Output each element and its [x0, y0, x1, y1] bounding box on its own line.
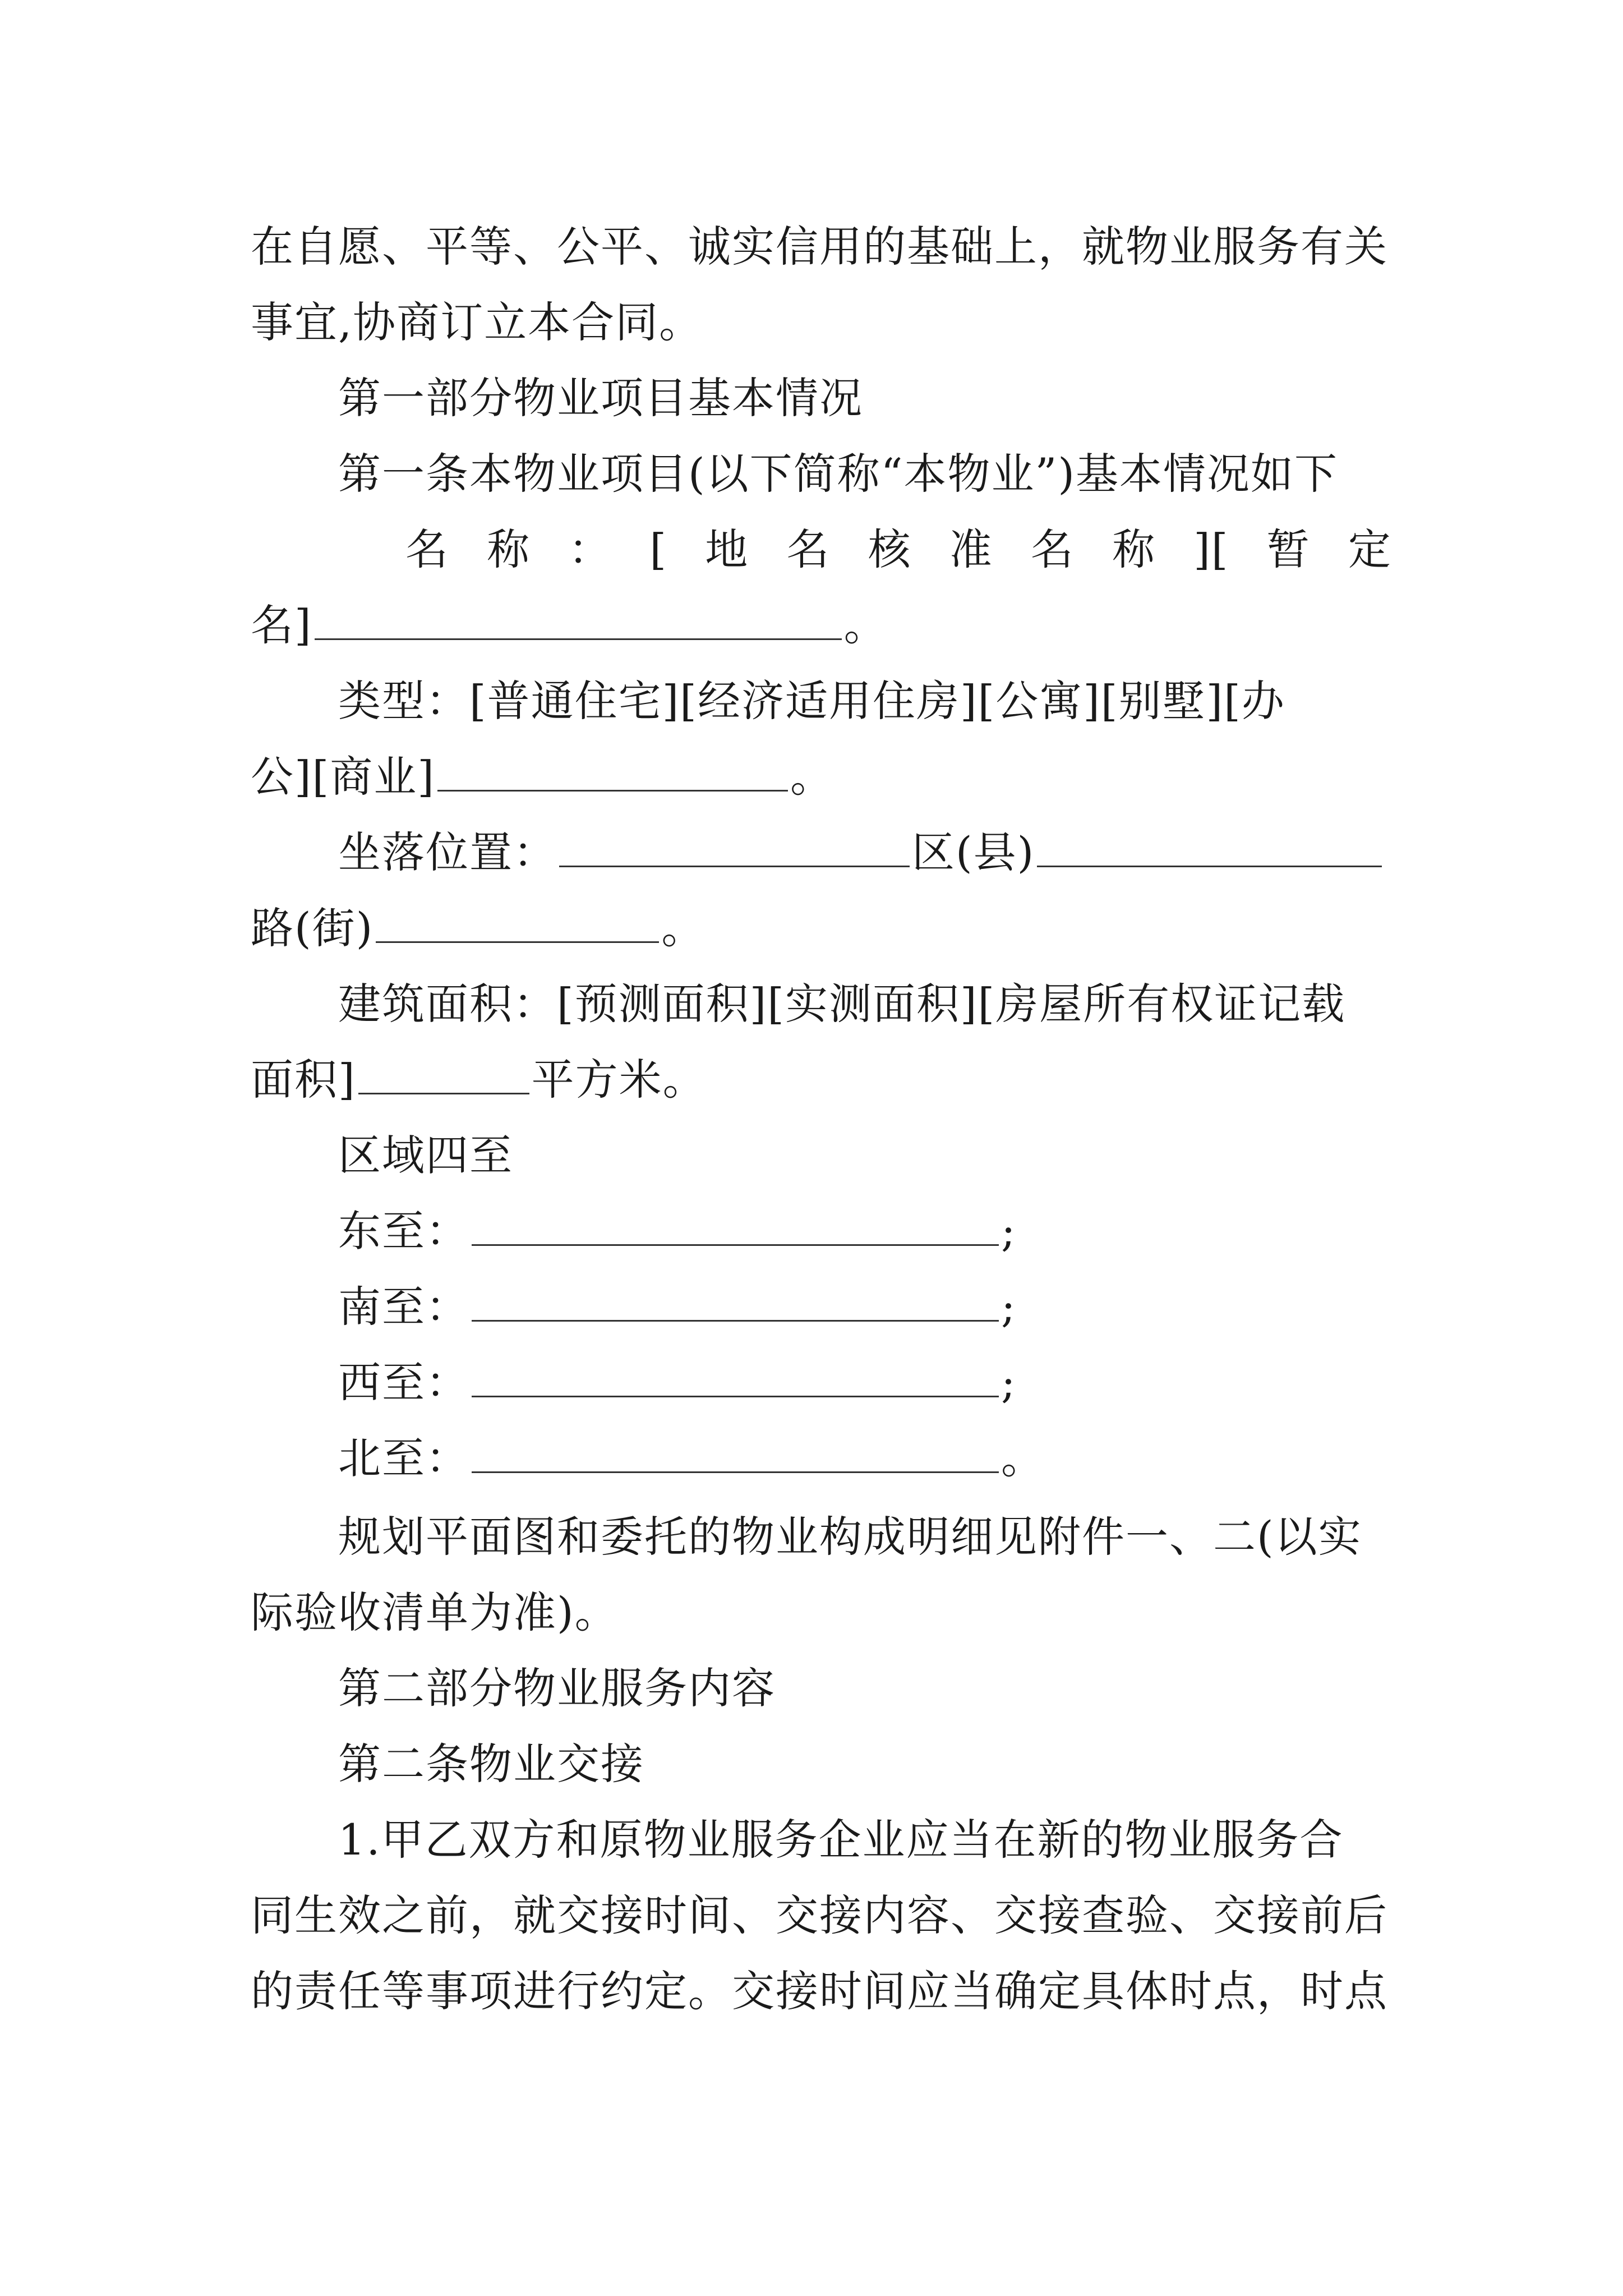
east-boundary-line [338, 1200, 1017, 1262]
street-blank[interactable] [376, 904, 659, 943]
spread-char: ： [568, 524, 612, 574]
field-label: 面积] [251, 1055, 356, 1105]
field-label: 名] [251, 600, 312, 650]
field-suffix: ; [1001, 1206, 1017, 1256]
paragraph-line: 建筑面积：[预测面积][实测面积][房屋所有权证记载 [338, 979, 1346, 1029]
field-label: 路(街) [251, 903, 374, 953]
article-heading: 第一条本物业项目(以下简称“本物业”)基本情况如下 [338, 449, 1339, 499]
south-blank[interactable] [472, 1283, 999, 1322]
field-suffix: ; [1001, 1358, 1017, 1407]
paragraph-line: 1.甲乙双方和原物业服务企业应当在新的物业服务合 [338, 1815, 1344, 1865]
location-blank[interactable] [559, 829, 910, 867]
field-label: 北至： [338, 1433, 469, 1483]
spread-char: [ [649, 524, 668, 574]
paragraph-line: 际验收清单为准)。 [251, 1588, 619, 1637]
name-blank[interactable] [315, 601, 842, 640]
field-suffix: 。 [661, 903, 706, 953]
type-field-line [251, 746, 834, 808]
field-label: 坐落位置： [338, 827, 557, 877]
article-heading: 第二条物业交接 [338, 1739, 644, 1789]
spread-char: 称 [1112, 524, 1156, 574]
area-field-line [251, 1049, 707, 1111]
east-blank[interactable] [472, 1207, 999, 1246]
paragraph-line: 在自愿、平等、公平、诚实信用的基础上，就物业服务有关 [251, 222, 1388, 272]
location-field-line [338, 822, 1384, 884]
field-label: 东至： [338, 1206, 469, 1256]
field-label: 南至： [338, 1282, 469, 1332]
field-label: 公][商业] [251, 752, 435, 802]
name-field-line [251, 595, 888, 656]
paragraph-line: 同生效之前，就交接时间、交接内容、交接查验、交接前后 [251, 1890, 1388, 1940]
type-blank[interactable] [437, 753, 788, 792]
paragraph-line: 规划平面图和委托的物业构成明细见附件一、二(以实 [338, 1512, 1362, 1562]
spread-char: 地 [705, 524, 749, 574]
spread-char: 核 [868, 524, 912, 574]
spread-char: 暂 [1266, 524, 1311, 574]
spread-char: 名 [786, 524, 831, 574]
west-boundary-line [338, 1352, 1017, 1414]
field-suffix: 平方米。 [531, 1055, 707, 1105]
field-label: 区(县) [912, 827, 1035, 877]
north-blank[interactable] [472, 1434, 999, 1473]
south-boundary-line [338, 1276, 1017, 1338]
paragraph-line: 的责任等事项进行约定。交接时间应当确定具体时点，时点 [251, 1966, 1388, 2016]
field-suffix: 。 [790, 752, 834, 802]
north-boundary-line [338, 1428, 1045, 1489]
name-field-label [405, 519, 1392, 581]
street-field-line [251, 898, 705, 959]
spread-char: 名 [1030, 524, 1075, 574]
spread-char: 定 [1348, 524, 1392, 574]
spread-char: 名 [405, 524, 449, 574]
spread-char: 准 [949, 524, 993, 574]
field-label: 西至： [338, 1358, 469, 1407]
field-suffix: 。 [1001, 1433, 1045, 1483]
spread-char: 称 [487, 524, 531, 574]
district-blank[interactable] [1037, 829, 1382, 867]
field-suffix: 。 [843, 600, 888, 650]
paragraph-line: 类型：[普通住宅][经济适用住房][公寓][别墅][办 [338, 676, 1285, 726]
area-blank[interactable] [358, 1056, 529, 1094]
subheading: 区域四至 [338, 1130, 513, 1180]
section-heading: 第二部分物业服务内容 [338, 1663, 776, 1713]
paragraph-line: 事宜,协商订立本合同。 [251, 297, 703, 347]
spread-char: ][ [1193, 524, 1229, 574]
section-heading: 第一部分物业项目基本情况 [338, 373, 863, 423]
field-suffix: ; [1001, 1282, 1017, 1332]
west-blank[interactable] [472, 1359, 999, 1397]
